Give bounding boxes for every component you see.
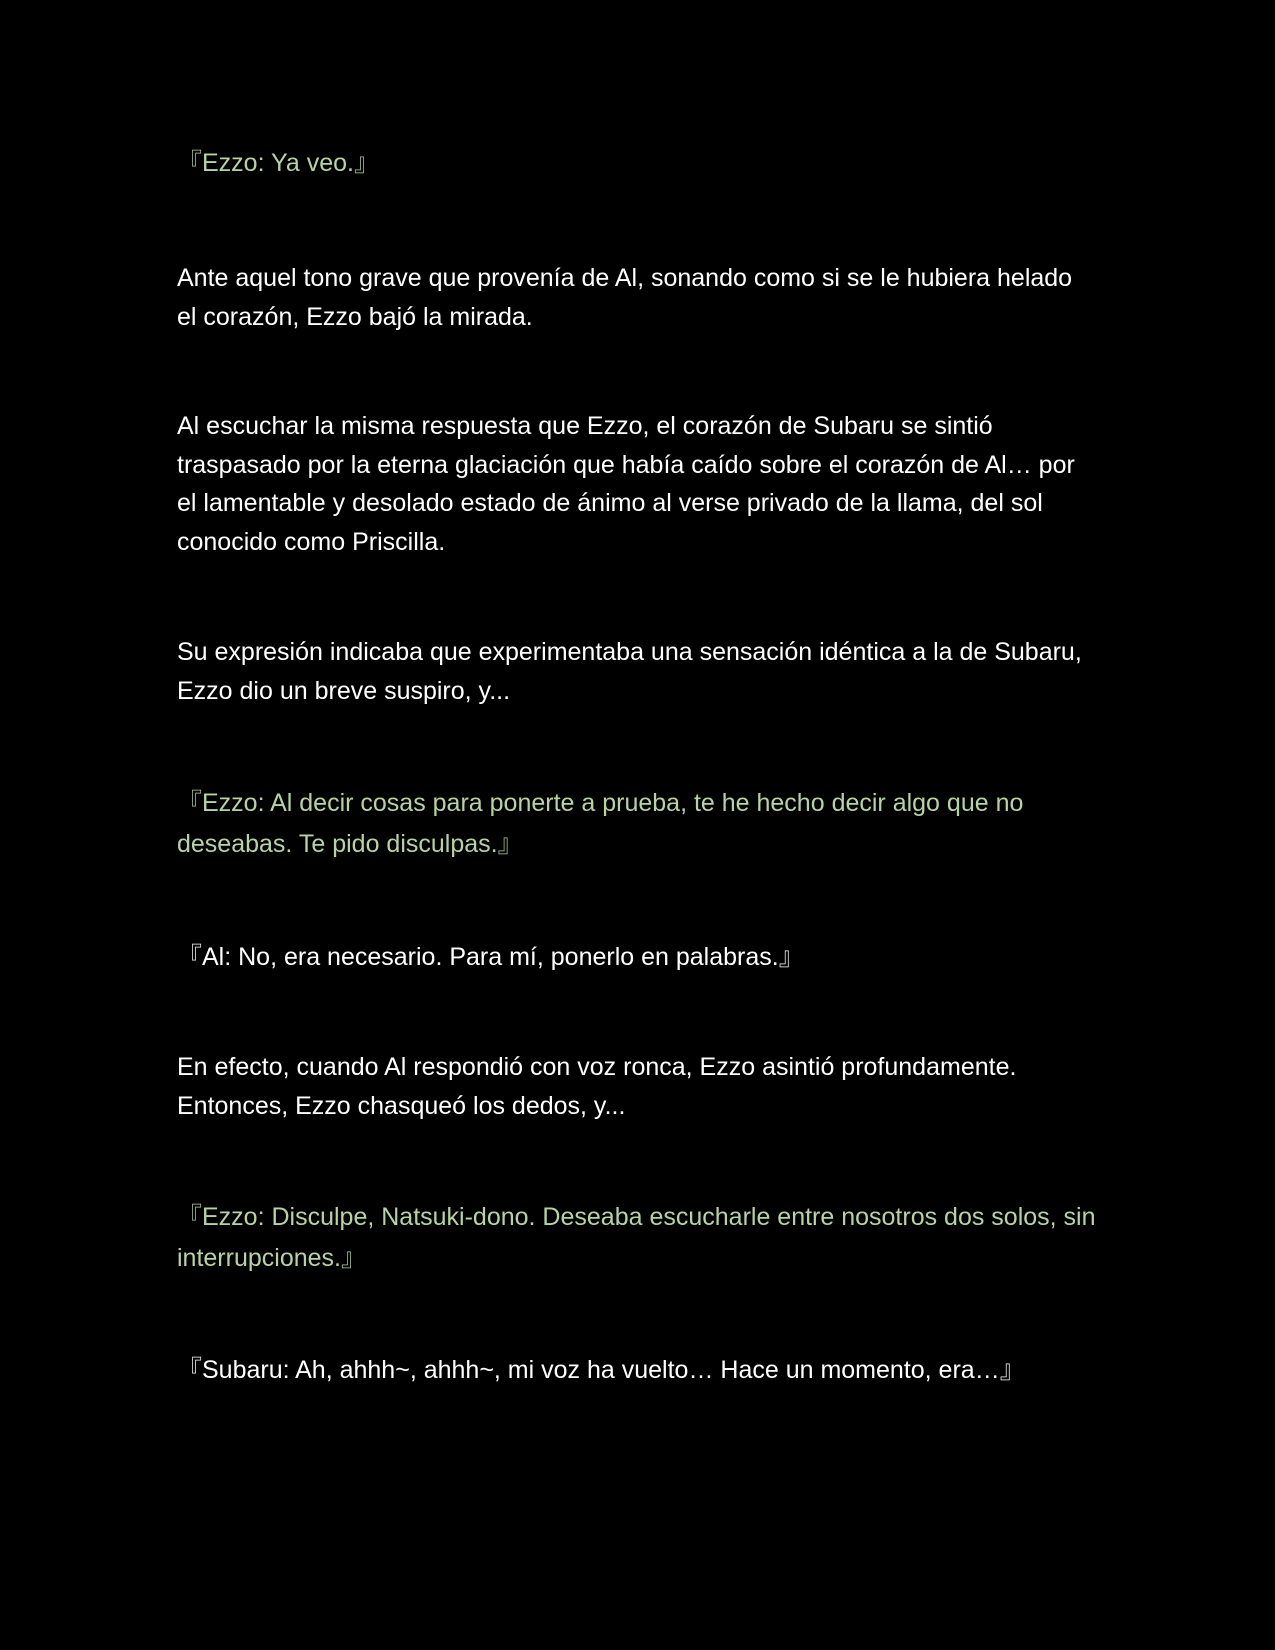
narration-paragraph-4: En efecto, cuando Al respondió con voz ronca, Ezzo asintió profundamente. Entonces, Ezzo chasqueó los dedos, y...: [177, 1053, 1017, 1120]
dialogue-al-reply: 『Al: No, era necesario. Para mí, ponerlo en palabras.』: [177, 943, 804, 971]
dialogue-ezzo-ya-veo: 『Ezzo: Ya veo.』: [177, 149, 379, 177]
dialogue-subaru-voice: 『Subaru: Ah, ahhh~, ahhh~, mi voz ha vuelto… Hace un momento, era…』: [177, 1356, 1025, 1384]
narration-paragraph-3: Su expresión indicaba que experimentaba una sensación idéntica a la de Subaru, Ezzo dio un breve suspiro, y...: [177, 638, 1082, 705]
dialogue-ezzo-disculpe: 『Ezzo: Disculpe, Natsuki-dono. Deseaba escucharle entre nosotros dos solos, sin interrupciones.』: [177, 1203, 1096, 1272]
narration-paragraph-2: Al escuchar la misma respuesta que Ezzo, el corazón de Subaru se sintió traspasado por la eterna glaciación que había caído sobre el corazón de Al… por el lamentable y desolado estado de ánimo al verse privado de la llama, del sol conocido como Priscilla.: [177, 412, 1075, 556]
narration-paragraph-1: Ante aquel tono grave que provenía de Al, sonando como si se le hubiera helado el corazón, Ezzo bajó la mirada.: [177, 264, 1073, 331]
dialogue-ezzo-apology: 『Ezzo: Al decir cosas para ponerte a prueba, te he hecho decir algo que no deseabas. Te pido disculpas.』: [177, 789, 1024, 858]
